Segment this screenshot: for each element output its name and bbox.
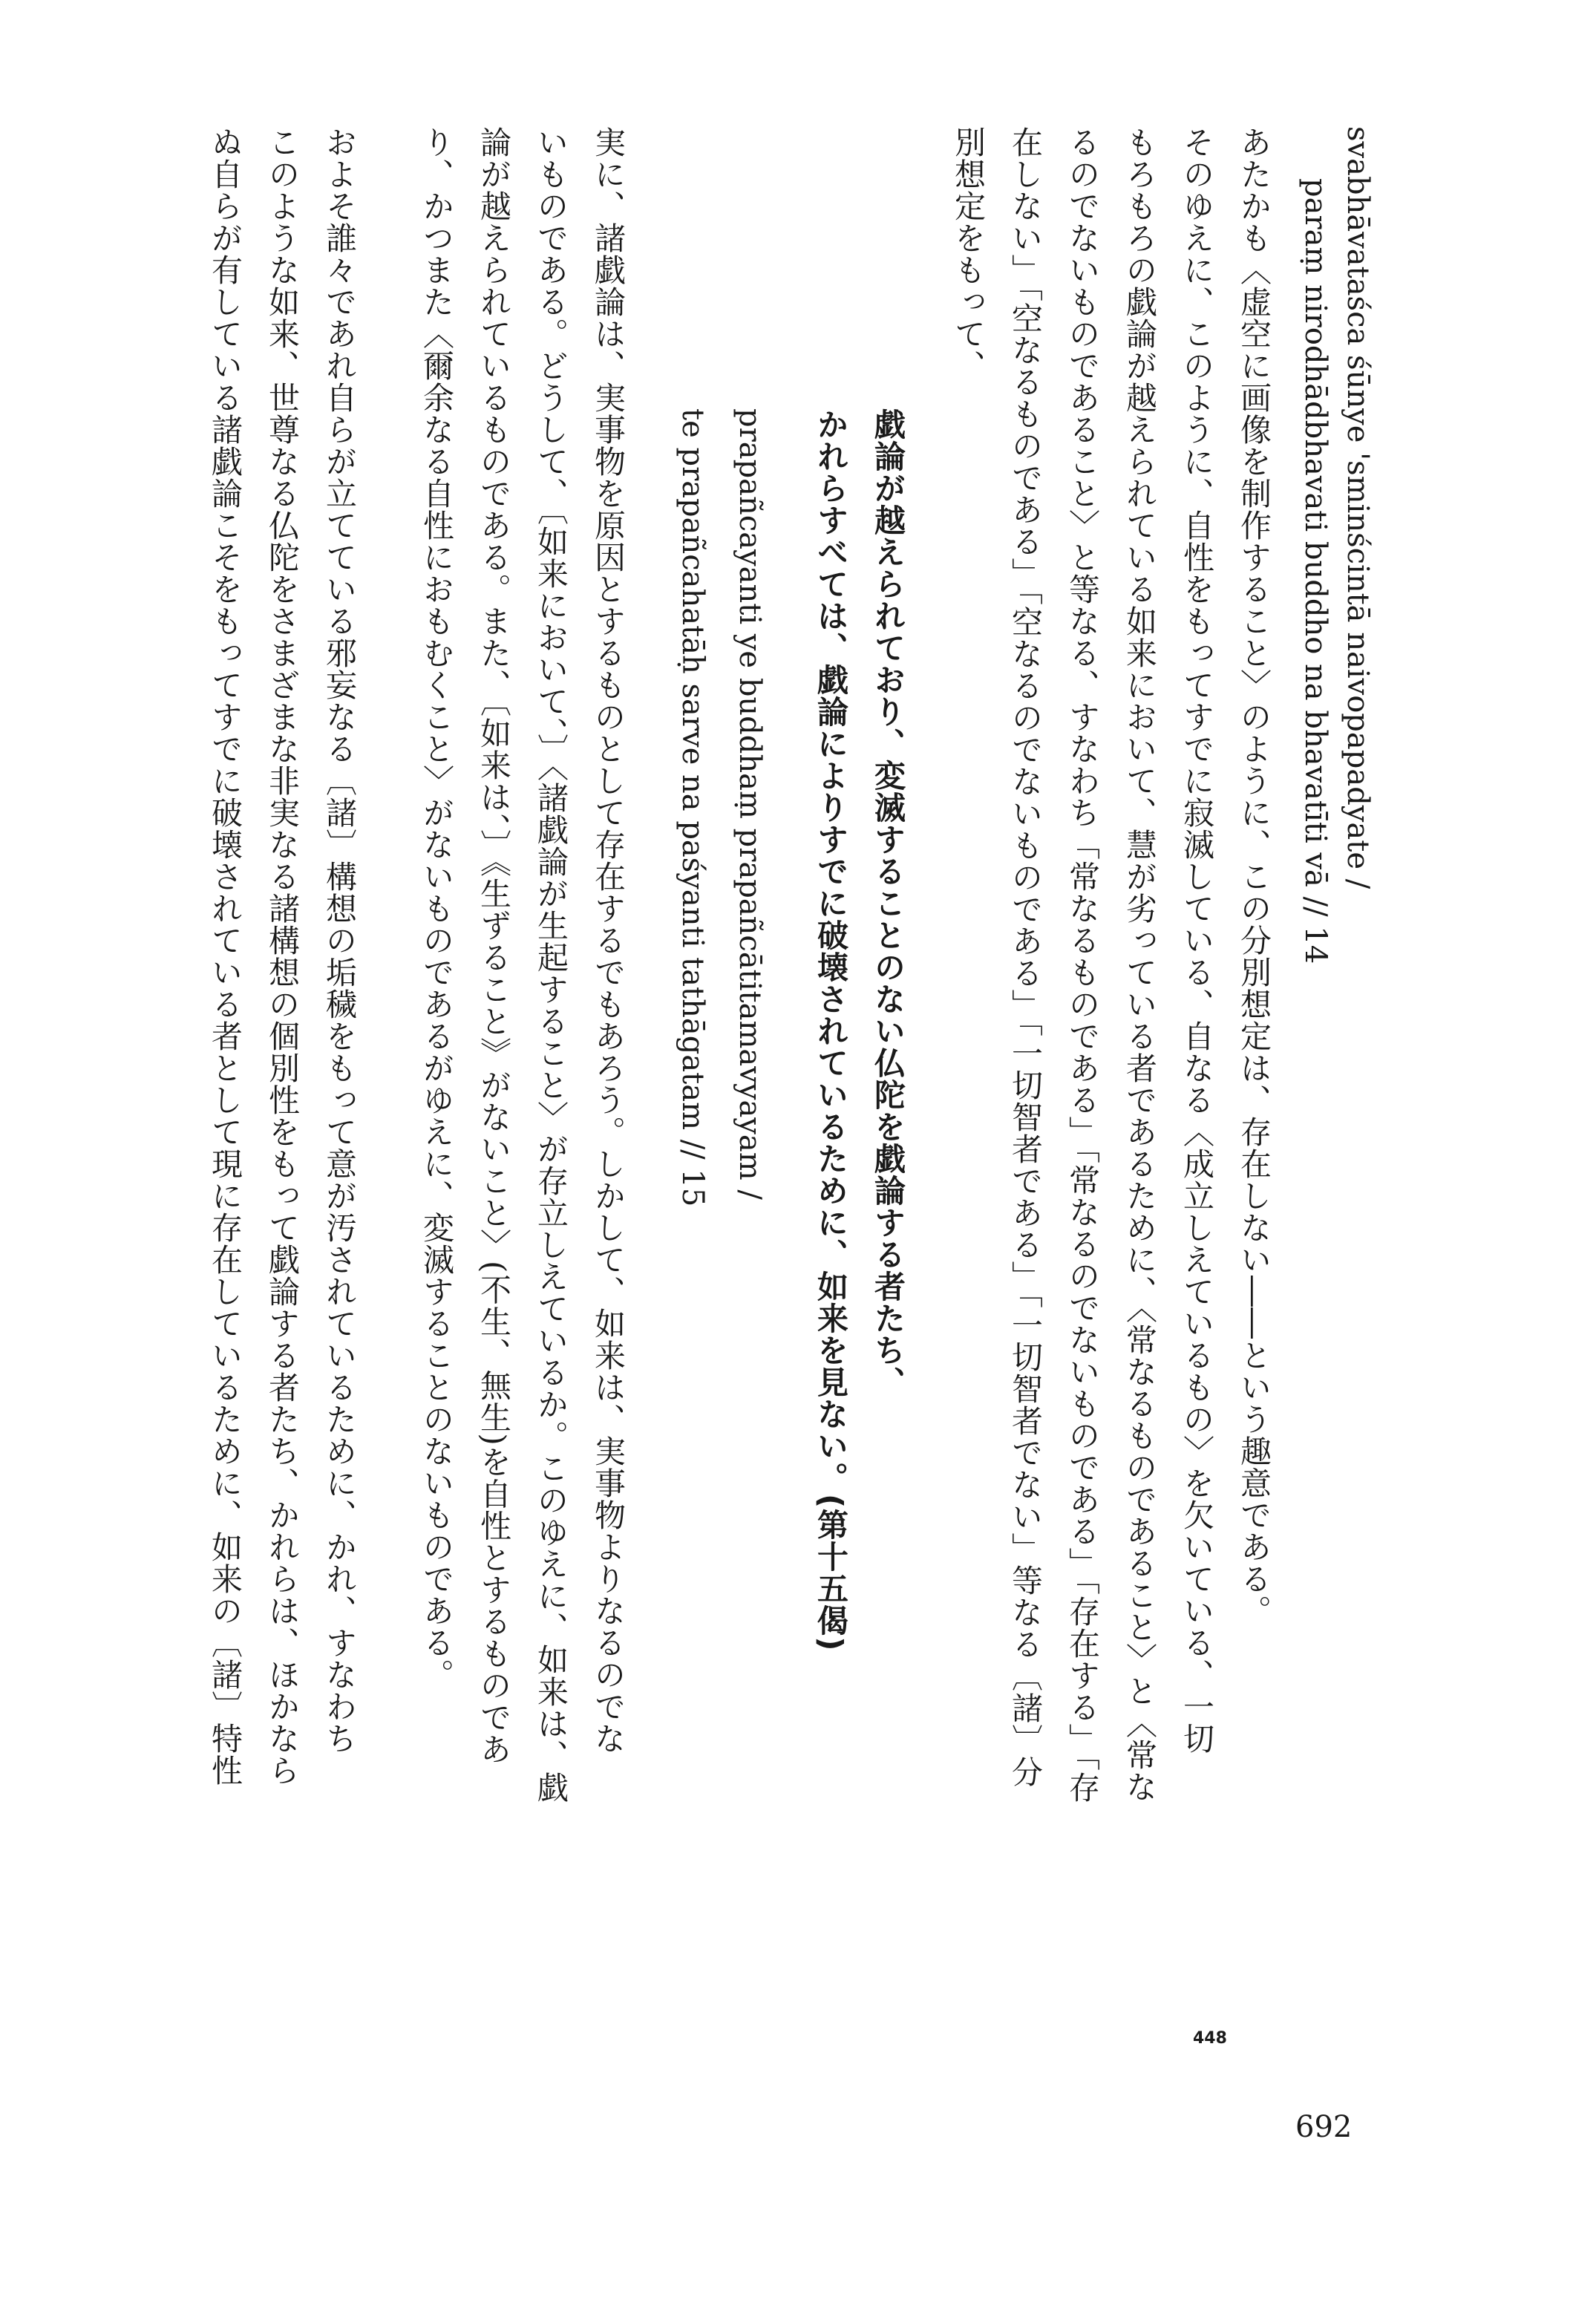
sanskrit-verse-line: paraṃ nirodhādbhavati buddho na bhavatīti vā // 14 (1298, 178, 1332, 964)
margin-mark: 448 (1193, 2029, 1227, 2048)
body-text-line: 実に、諸戯論は、実事物を原因とするものとして存在するでもあろう。しかして、如来は、実事物よりなるのでな (590, 126, 627, 1754)
verse-translation-line: かれらすべては、戯論によりすでに破壊されているために、如来を見ない。(第十五偈) (813, 408, 849, 1652)
body-text-line: そのゆえに、このように、自性をもってすでに寂滅している、自なる〈成立しえているもの〉を欠いている、一切 (1179, 126, 1215, 1754)
sanskrit-verse-line: te prapañcahatāḥ sarve na paśyanti tathāgatam // 15 (676, 408, 710, 1207)
sanskrit-verse-line: svabhāvataśca śūnye 'sminścintā naivopapadyate / (1341, 126, 1375, 889)
body-text-line: ぬ自らが有している諸戯論こそをもってすでに破壊されている者として現に存在しているために、如来の〔諸〕特性 (207, 126, 243, 1786)
body-text-line: あたかも〈虚空に画像を制作すること〉のように、この分別想定は、存在しない――という趣意である。 (1236, 126, 1272, 1627)
body-text-line: 在しない」「空なるものである」「空なるのでないものである」「一切智者である」「一切智者でない」等なる〔諸〕分 (1007, 126, 1044, 1788)
body-text-line: るのでないものであること〉と等なる、すなわち「常なるものである」「常なるのでないものである」「存在する」「存 (1064, 126, 1101, 1803)
body-text-line: いものである。どうして、〔如来において、〕〈諸戯論が生起すること〉が存立しえているか。このゆえに、如来は、戯 (533, 126, 569, 1803)
body-text-line: 論が越えられているものである。また、〔如来は、〕《生ずること》がないこと〉(不生、無生)を自性とするものであ (476, 126, 512, 1766)
sanskrit-verse-line: prapañcayanti ye buddhaṃ prapañcātitamavyayam / (733, 408, 767, 1200)
body-text-line: このような如来、世尊なる仏陀をさまざまな非実なる諸構想の個別性をもって戯論する者たち、かれらは、ほかなら (264, 126, 301, 1786)
body-text-line: もろもろの戯論が越えられている如来において、慧が劣っている者であるために、〈常なるものであること〉と〈常な (1122, 126, 1158, 1803)
body-text-line: およそ誰々であれ自らが立てている邪妄なる〔諸〕構想の垢穢をもって意が汚されているために、かれ、すなわち (321, 126, 358, 1754)
page-number: 692 (1295, 2110, 1353, 2144)
body-text-line: 別想定をもって、 (950, 126, 987, 382)
verse-translation-line: 戯論が越えられており、変滅することのない仏陀を戯論する者たち、 (870, 408, 906, 1398)
body-text-line: り、かつまた〈爾余なる自性におもむくこと〉がないものであるがゆえに、変滅することのないものである。 (419, 126, 455, 1691)
